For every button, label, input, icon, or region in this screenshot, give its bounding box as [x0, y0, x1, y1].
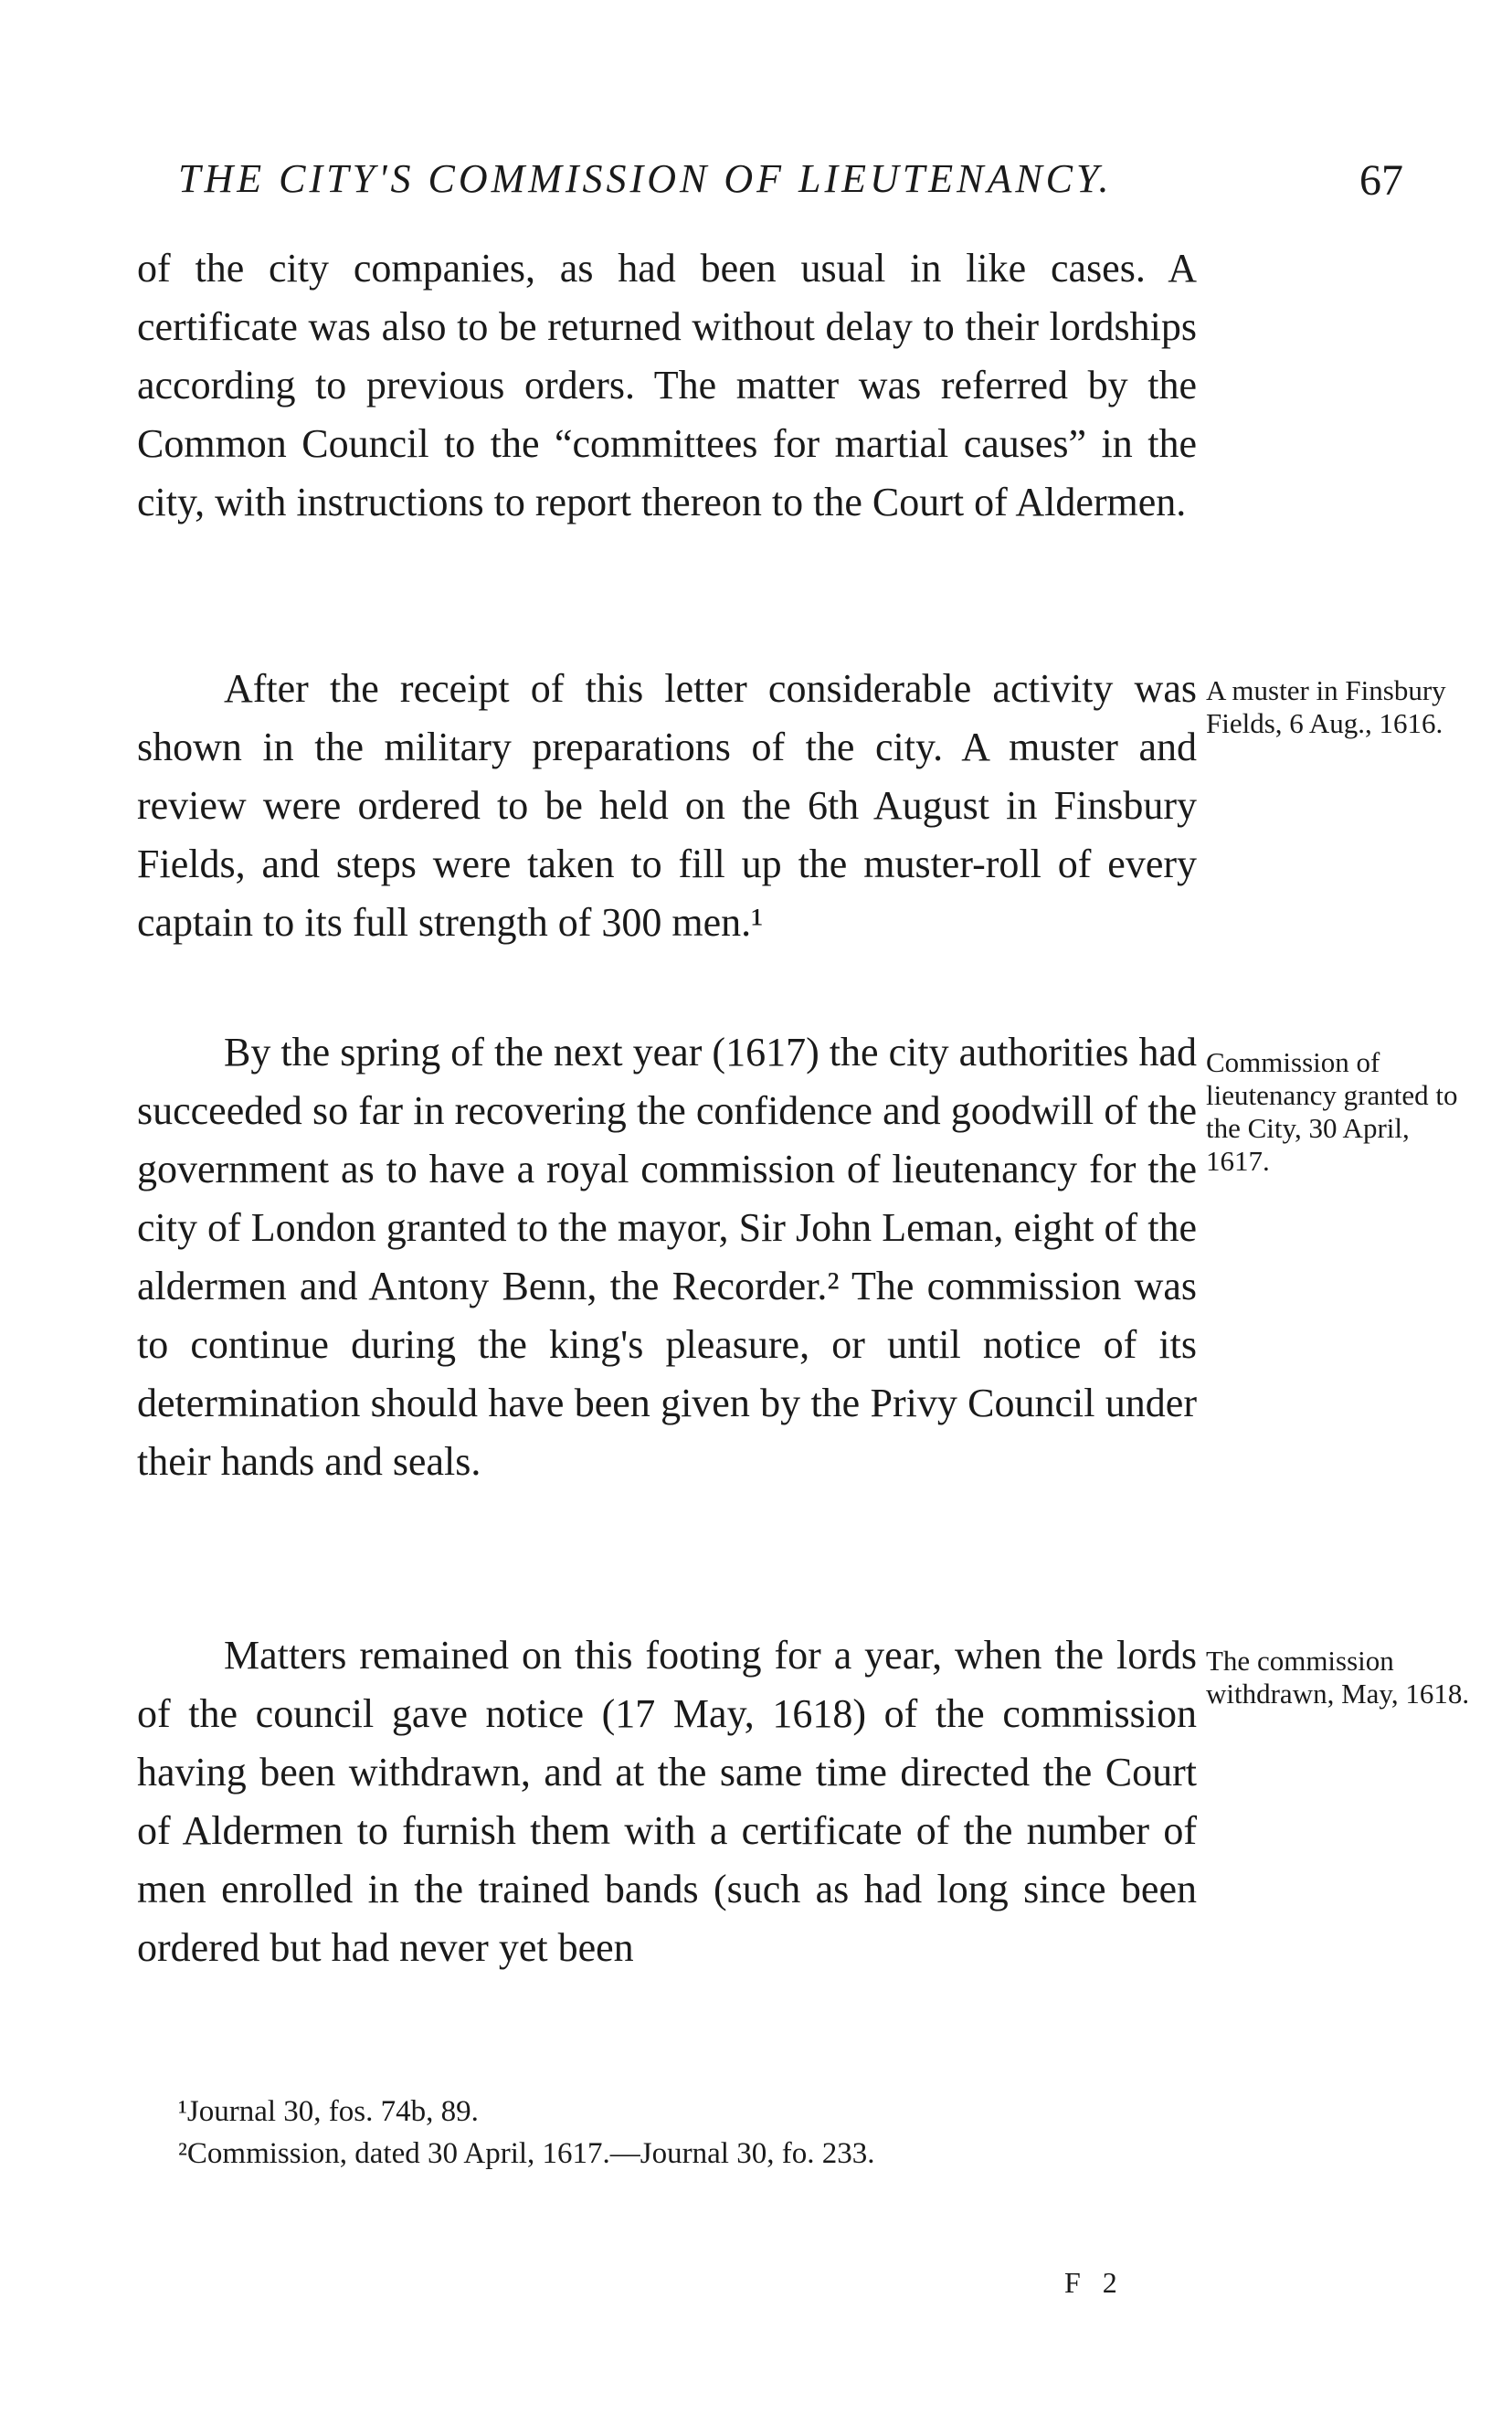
sidenote-commission-granted: Commission of lieutenancy granted to the City, 30 April, 1617.	[1206, 1046, 1458, 1177]
sidenote-commission-withdrawn: The commission withdrawn, May, 1618.	[1206, 1645, 1470, 1710]
footnote-2: ²Commission, dated 30 April, 1617.—Journal 30, fo. 233.	[178, 2137, 875, 2170]
running-head: THE CITY'S COMMISSION OF LIEUTENANCY.	[178, 156, 1113, 201]
sidenote-muster: A muster in Finsbury Fields, 6 Aug., 1616.	[1206, 674, 1446, 739]
signature-mark: F 2	[1064, 2266, 1125, 2299]
page-number: 67	[1359, 156, 1403, 205]
paragraph-3: By the spring of the next year (1617) the city authorities had succeeded so far in recovering the confidence and goodwill of the government as to have a royal commission of lieutenancy for the city of London granted to the mayor, Sir John Leman, eight of the aldermen and Antony Benn, the Recorder.² The commission was to continue during the king's pleasure, or until notice of its determination should have been given by the Privy Council under their hands and seals.	[137, 1030, 1197, 1484]
paragraph-4: Matters remained on this footing for a year, when the lords of the council gave notice (17 May, 1618) of the commission having been withdrawn, and at the same time directed the Court of Aldermen to furnish them with a certificate of the number of men enrolled in the trained bands (such as had long since been ordered but had never yet been	[137, 1633, 1197, 1970]
paragraph-1: of the city companies, as had been usual in like cases. A certificate was also to be returned without delay to their lordships according to previous orders. The matter was referred by the Common Council to the “committees for martial causes” in the city, with instructions to report thereon to the Court of Aldermen.	[137, 246, 1197, 524]
footnotes	[178, 2091, 1183, 2175]
paragraph-2: After the receipt of this letter considerable activity was shown in the military preparations of the city. A muster and review were ordered to be held on the 6th August in Finsbury Fields, and steps were taken to fill up the muster-roll of every captain to its full strength of 300 men.¹	[137, 666, 1197, 945]
footnote-1: ¹Journal 30, fos. 74b, 89.	[178, 2095, 479, 2128]
